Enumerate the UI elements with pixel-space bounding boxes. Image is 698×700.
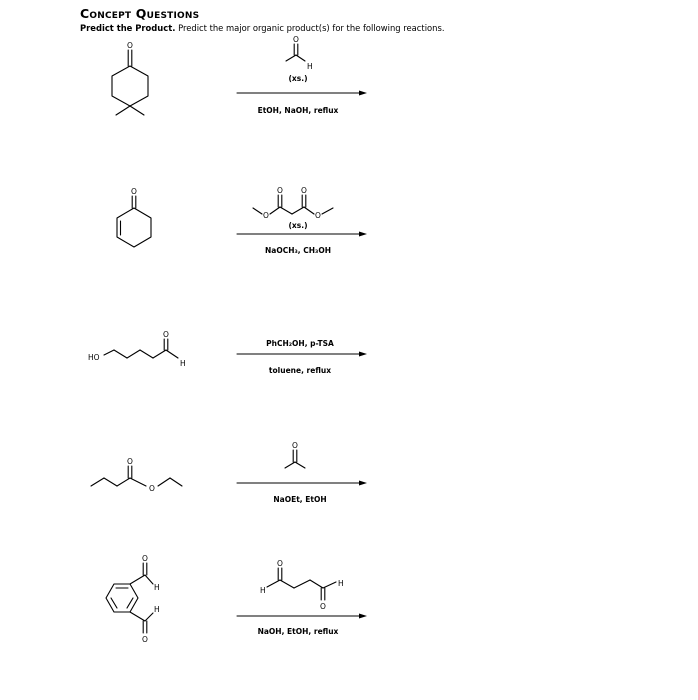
reaction-3 [88, 330, 367, 375]
atom-o-10: O [149, 484, 155, 493]
reagent-4-acetone [285, 441, 305, 468]
reaction-3-below: toluene, reflux [268, 366, 332, 375]
subtitle-text: Predict the major organic product(s) for the following reactions. [178, 23, 445, 33]
reaction-4-below: NaOEt, EtOH [273, 495, 327, 504]
atom-o-12: O [142, 554, 148, 563]
reagent-5-dialdehyde [260, 559, 344, 611]
reaction-2-above: (xs.) [288, 221, 308, 230]
atom-o-4: O [277, 186, 283, 195]
reactant-1-dimethylcyclohexanone [112, 41, 148, 115]
atom-o-14: O [277, 559, 283, 568]
reaction-4 [91, 441, 367, 504]
atom-h-6: H [338, 579, 344, 588]
atom-o-5: O [301, 186, 307, 195]
reaction-2 [117, 186, 367, 255]
reactant-5-phthalaldehyde [106, 554, 160, 644]
reaction-2-below: NaOCH₃, CH₃OH [265, 246, 331, 255]
reagent-2-dimethyl-malonate [253, 186, 333, 220]
page-title: Concept Questions [80, 6, 200, 21]
reactant-3-hydroxyhexanal [88, 330, 186, 368]
reagent-1-acetaldehyde [286, 35, 313, 71]
atom-h-3: H [154, 583, 160, 592]
atom-o-7: O [315, 211, 321, 220]
reaction-5 [106, 554, 367, 644]
reactant-4-ethyl-butanoate [91, 457, 182, 493]
subtitle-bold: Predict the Product. [80, 23, 176, 33]
reaction-3-above: PhCH₂OH, p-TSA [266, 339, 334, 348]
atom-h-5: H [260, 586, 266, 595]
reaction-5-below: NaOH, EtOH, reflux [257, 627, 339, 636]
atom-o-2: O [293, 35, 299, 44]
reaction-1-below: EtOH, NaOH, reflux [257, 106, 339, 115]
atom-o-3: O [131, 187, 137, 196]
atom-o-1: O [127, 41, 133, 50]
atom-h-1: H [307, 62, 313, 71]
atom-o-6: O [263, 211, 269, 220]
reactant-2-cyclohexenone [117, 187, 151, 247]
atom-h-4: H [154, 605, 160, 614]
reaction-1 [112, 35, 367, 115]
atom-o-15: O [320, 602, 326, 611]
atom-o-11: O [292, 441, 298, 450]
atom-h-2: H [180, 359, 186, 368]
atom-o-9: O [127, 457, 133, 466]
reaction-1-above: (xs.) [288, 74, 308, 83]
atom-o-8: O [163, 330, 169, 339]
atom-o-13: O [142, 635, 148, 644]
atom-ho: HO [88, 353, 100, 362]
